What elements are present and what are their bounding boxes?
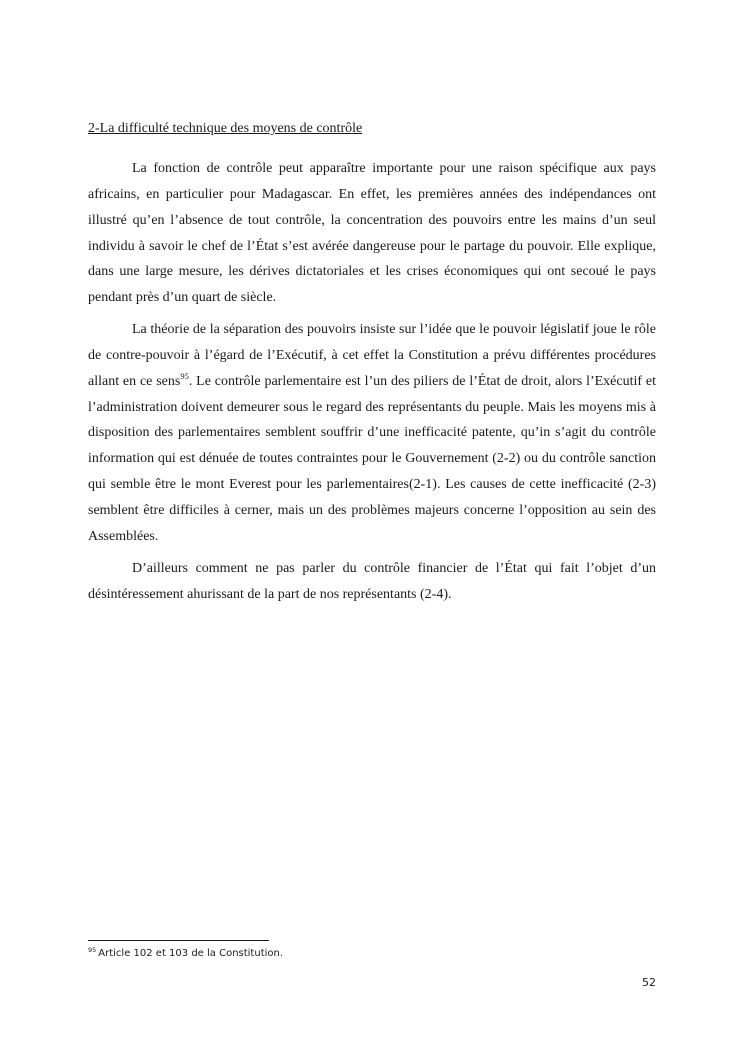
body-text	[88, 156, 656, 613]
paragraph-3: D’ailleurs comment ne pas parler du contrôle financier de l’État qui fait l’objet d’un désintéressement ahurissant de la part de nos représentants (2-4).	[88, 560, 656, 602]
paragraph-2	[88, 317, 656, 550]
page-number: 52	[642, 976, 656, 989]
paragraph-2-text-end: . Le contrôle parlementaire est l’un des piliers de l’État de droit, alors l’Exécutif et l’administration doivent demeurer sous le regard des représentants du peuple. Mais les moyens mis à disposition des parlementaires semblent souffrir d’une inefficacité patente, qu’in s’agit du contrôle information qui est dénuée de toutes contraintes pour le Gouvernement (2-2) ou du contrôle sanction qui semble être le mont Everest pour les parlementaires(2-1). Les causes de cette inefficacité (2-3) semblent être difficiles à cerner, mais un des problèmes majeurs concerne l’opposition au sein des Assemblées.	[88, 373, 656, 544]
paragraph-1: La fonction de contrôle peut apparaître importante pour une raison spécifique aux pays africains, en particulier pour Madagascar. En effet, les premières années des indépendances ont illustré qu’en l’absence de tout contrôle, la concentration des pouvoirs entre les mains d’un seul individu à savoir le chef de l’État s’est avérée dangereuse pour le partage du pouvoir. Elle explique, dans une large mesure, les dérives dictatoriales et les crises économiques qui ont secoué le pays pendant près d’un quart de siècle.	[88, 161, 656, 306]
section-heading: 2-La difficulté technique des moyens de contrôle	[88, 121, 363, 136]
footnote-text: Article 102 et 103 de la Constitution.	[98, 948, 284, 959]
paragraph-2-text-start: La théorie de la séparation des pouvoirs insiste sur l’idée que le pouvoir législatif joue le rôle de contre-pouvoir à l’égard de l’Exécutif, à cet effet la Constitution a prévu différentes procédures allant en ce sens	[88, 322, 656, 389]
footnote-number: 95	[88, 946, 97, 954]
footnote-separator	[88, 940, 269, 941]
footnote-reference[interactable]: 95	[180, 370, 189, 381]
footnote	[88, 948, 283, 959]
